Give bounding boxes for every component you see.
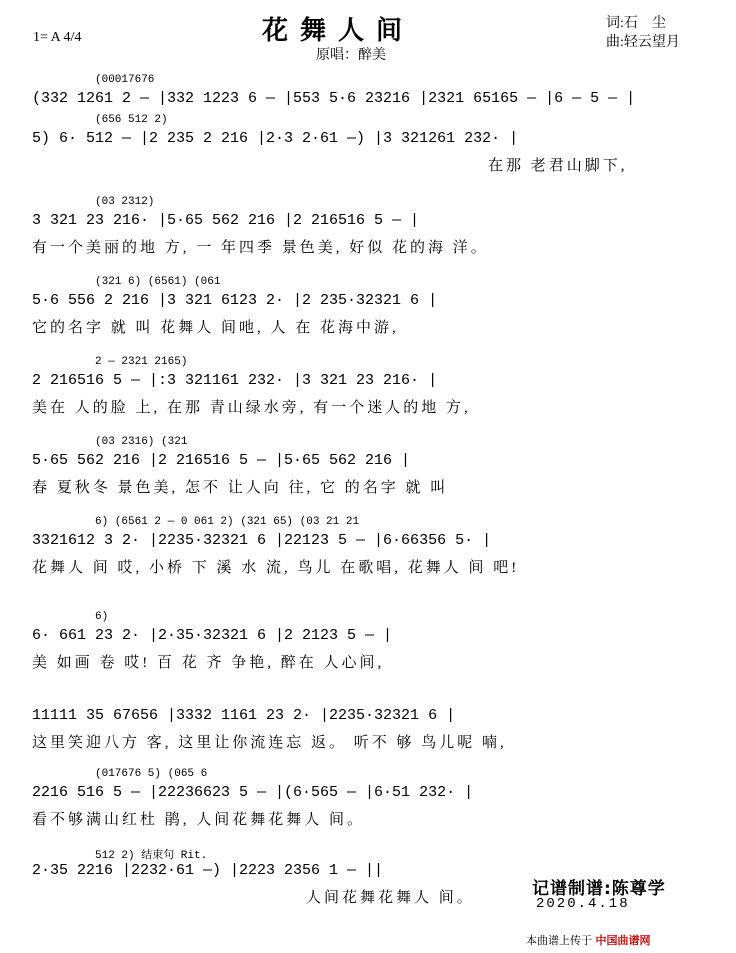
- notation-line: 2 216516 5 — |:3 321161 232· |3 321 23 216· |: [32, 372, 438, 389]
- key-signature: 1= A 4/4: [33, 30, 82, 45]
- notation-line: 5·65 562 216 |2 216516 5 — |5·65 562 216 |: [32, 452, 411, 469]
- ornament-notes: 6): [95, 611, 109, 623]
- lyrics-line: 它的名字 就 叫 花舞人 间吔, 人 在 花海中游,: [32, 320, 399, 336]
- lyrics-line: 在那 老君山脚下,: [488, 158, 628, 174]
- notation-line: 3 321 23 216· |5·65 562 216 |2 216516 5 — |: [32, 212, 420, 229]
- ornament-notes: (656 512 2): [95, 114, 168, 126]
- ornament-notes: 2 — 2321 2165): [95, 356, 188, 368]
- notation-line: 5·6 556 2 216 |3 321 6123 2· |2 235·32321 6 |: [32, 292, 438, 309]
- ornament-notes: (321 6) (6561) (061: [95, 276, 221, 288]
- lyrics-line: 春 夏秋冬 景色美, 怎不 让人向 往, 它 的名字 就 叫: [32, 480, 449, 496]
- lyricist: 词:石 尘: [606, 16, 666, 31]
- notation-line: (332 1261 2 — |332 1223 6 — |553 5·6 23216 |2321 65165 — |6 — 5 — |: [32, 90, 636, 107]
- transcription-date: 2020.4.18: [536, 896, 630, 912]
- transcriber-signature: 记谱制谱:陈尊学: [532, 879, 666, 899]
- notation-line: 11111 35 67656 |3332 1161 23 2· |2235·32321 6 |: [32, 707, 456, 724]
- ornament-notes: (03 2316) (321: [95, 436, 188, 448]
- original-singer: 原唱：醉美: [316, 48, 386, 63]
- lyrics-line: 有一个美丽的地 方, 一 年四季 景色美, 好似 花的海 洋。: [32, 240, 489, 256]
- footer-text: 本曲谱上传于: [526, 934, 592, 947]
- footer: [526, 932, 651, 948]
- ornament-notes: 512 2) 结束句 Rit.: [95, 850, 208, 862]
- footer-brand: 中国曲谱网: [595, 934, 651, 947]
- ornament-notes: 6) (6561 2 — 0 061 2) (321 65) (03 21 21: [95, 516, 360, 528]
- notation-line: 2·35 2216 |2232·61 —) |2223 2356 1 — ||: [32, 862, 384, 879]
- ornament-notes: (017676 5) (065 6: [95, 768, 208, 780]
- ornament-notes: (00017676: [95, 74, 155, 86]
- lyrics-line: 美在 人的脸 上, 在那 青山绿水旁, 有一个迷人的地 方,: [32, 400, 471, 416]
- notation-line: 3321612 3 2· |2235·32321 6 |22123 5 — |6·66356 5· |: [32, 532, 492, 549]
- composer: 曲:轻云望月: [606, 35, 680, 50]
- lyrics-line: 这里笑迎八方 客, 这里让你流连忘 返。 听不 够 鸟儿呢 喃,: [32, 735, 507, 751]
- credits: [606, 14, 680, 52]
- lyrics-line: 人间花舞花舞人 间。: [306, 890, 475, 906]
- notation-line: 5) 6· 512 — |2 235 2 216 |2·3 2·61 —) |3 321261 232· |: [32, 130, 519, 147]
- notation-line: 6· 661 23 2· |2·35·32321 6 |2 2123 5 — |: [32, 627, 393, 644]
- lyrics-line: 看不够满山红杜 鹃, 人间花舞花舞人 间。: [32, 812, 366, 828]
- lyrics-line: 花舞人 间 哎, 小桥 下 溪 水 流, 鸟儿 在歌唱, 花舞人 间 吧!: [32, 560, 520, 576]
- song-title: 花舞人间: [262, 16, 415, 45]
- lyrics-line: 美 如画 卷 哎! 百 花 齐 争艳, 醉在 人心间,: [32, 655, 385, 671]
- notation-line: 2216 516 5 — |22236623 5 — |(6·565 — |6·51 232· |: [32, 784, 474, 801]
- ornament-notes: (03 2312): [95, 196, 155, 208]
